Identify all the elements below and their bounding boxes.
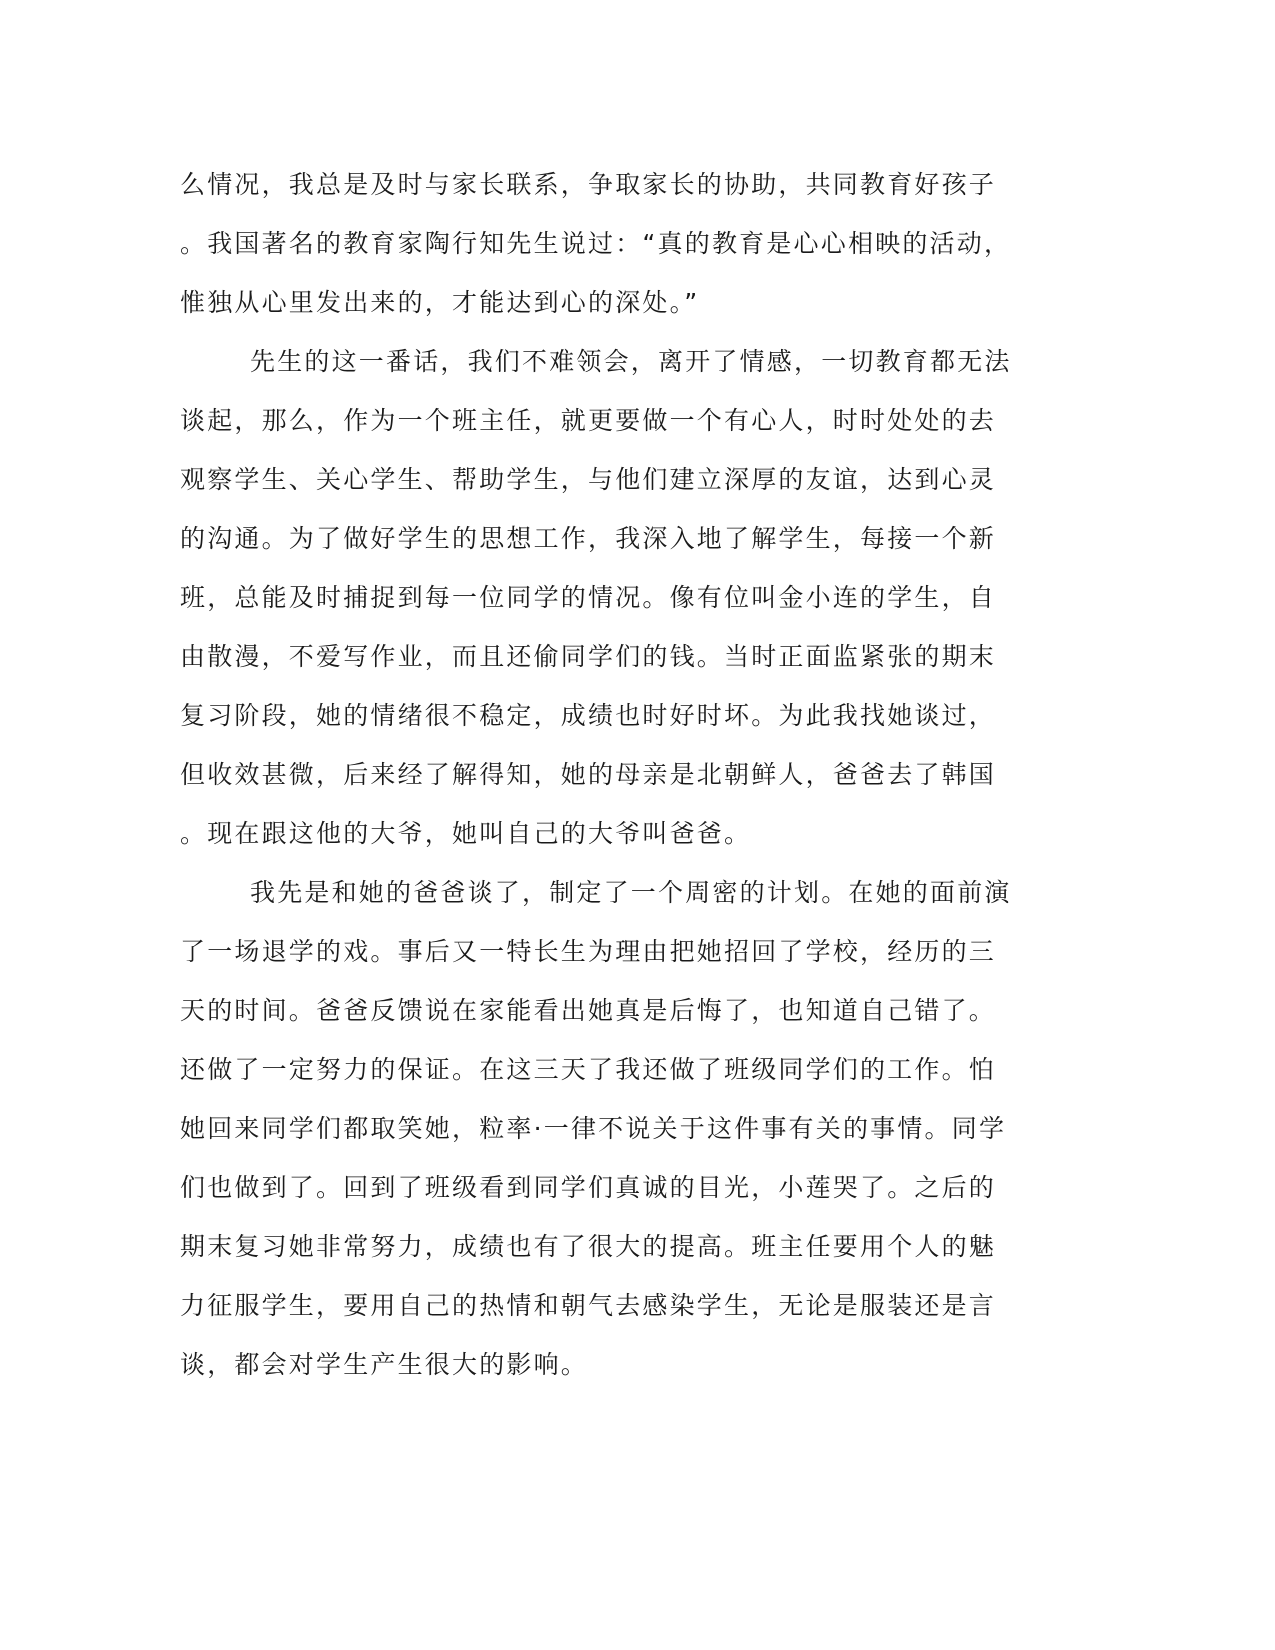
text-line: 观察学生、关心学生、帮助学生，与他们建立深厚的友谊，达到心灵 — [180, 465, 997, 494]
text-line: 。我国著名的教育家陶行知先生说过：“真的教育是心心相映的活动， — [180, 229, 1012, 258]
text-line: 她回来同学们都取笑她，粒率·一律不说关于这件事有关的事情。同学 — [180, 1114, 1007, 1143]
text-line: 但收效甚微，后来经了解得知，她的母亲是北朝鲜人，爸爸去了韩国 — [180, 760, 997, 789]
text-line: 么情况，我总是及时与家长联系，争取家长的协助，共同教育好孩子 — [180, 170, 997, 199]
text-line: 班，总能及时捕捉到每一位同学的情况。像有位叫金小连的学生，自 — [180, 583, 997, 612]
paragraph — [180, 155, 1040, 332]
text-line: 惟独从心里发出来的，才能达到心的深处。” — [180, 288, 700, 317]
text-line: 先生的这一番话，我们不难领会，离开了情感，一切教育都无法 — [250, 347, 1012, 376]
text-line: 谈，都会对学生产生很大的影响。 — [180, 1350, 589, 1379]
text-line: 了一场退学的戏。事后又一特长生为理由把她招回了学校，经历的三 — [180, 937, 997, 966]
text-line: 期末复习她非常努力，成绩也有了很大的提高。班主任要用个人的魅 — [180, 1232, 997, 1261]
text-line: 。现在跟这他的大爷，她叫自己的大爷叫爸爸。 — [180, 819, 752, 848]
text-line: 谈起，那么，作为一个班主任，就更要做一个有心人，时时处处的去 — [180, 406, 997, 435]
body-text — [180, 155, 1040, 1394]
text-line: 我先是和她的爸爸谈了，制定了一个周密的计划。在她的面前演 — [250, 878, 1012, 907]
text-line: 复习阶段，她的情绪很不稳定，成绩也时好时坏。为此我找她谈过， — [180, 701, 997, 730]
text-line: 力征服学生，要用自己的热情和朝气去感染学生，无论是服装还是言 — [180, 1291, 997, 1320]
paragraph — [180, 863, 1040, 1394]
text-line: 天的时间。爸爸反馈说在家能看出她真是后悔了，也知道自己错了。 — [180, 996, 997, 1025]
text-line: 们也做到了。回到了班级看到同学们真诚的目光，小莲哭了。之后的 — [180, 1173, 997, 1202]
text-line: 由散漫，不爱写作业，而且还偷同学们的钱。当时正面监紧张的期末 — [180, 642, 997, 671]
text-line: 还做了一定努力的保证。在这三天了我还做了班级同学们的工作。怕 — [180, 1055, 997, 1084]
paragraph — [180, 332, 1040, 863]
text-line: 的沟通。为了做好学生的思想工作，我深入地了解学生，每接一个新 — [180, 524, 997, 553]
